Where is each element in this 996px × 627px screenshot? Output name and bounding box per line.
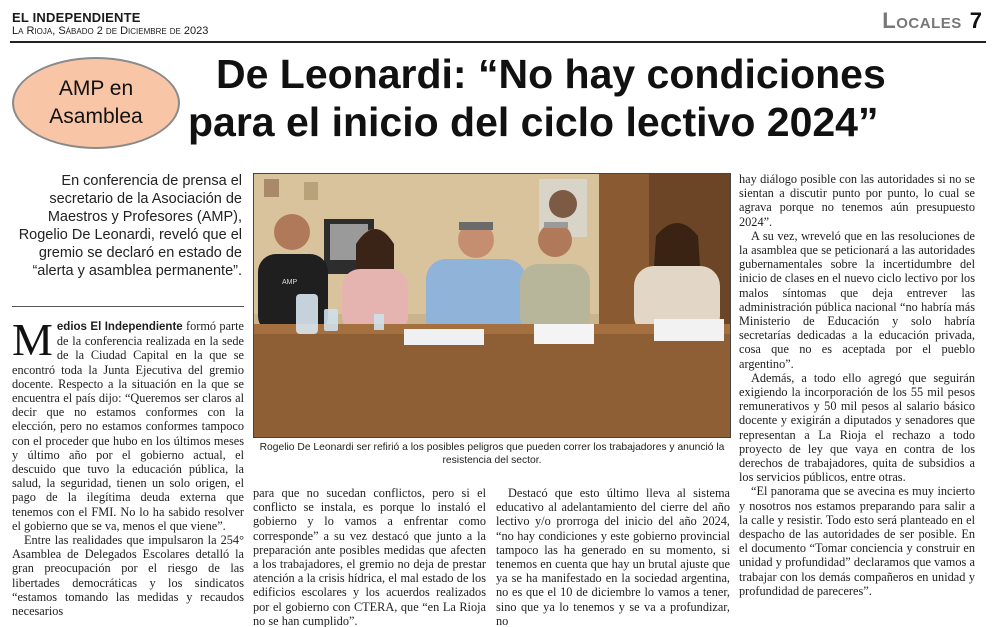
kicker-badge xyxy=(12,57,180,149)
photo-caption: Rogelio De Leonardi ser refirió a los posibles peligros que pueden correr los trabajadores y anunció la resistencia del sector. xyxy=(259,442,725,466)
dateline: La Rioja, Sábado 2 de Diciembre de 2023 xyxy=(12,25,209,37)
article-paragraph: Entre las realidades que impulsaron la 254° Asamblea de Delegados Escolares detalló la gran preocupación por el riesgo de las libertades democráticas y los sindicatos “estamos tomando las medidas y recaudos necesarios xyxy=(12,533,244,619)
publication-name: EL INDEPENDIENTE xyxy=(12,10,141,25)
headline-line-2: para el inicio del ciclo lectivo 2024” xyxy=(188,99,879,145)
article-column-3 xyxy=(496,486,730,627)
byline: edios El Independiente xyxy=(56,321,183,333)
lead-paragraph: En conferencia de prensa el secretario de la Asociación de Maestros y Profesores (AMP), Rogelio De Leonardi, reveló que el gremio se declaró en estado de “alerta y asamblea permanente”. xyxy=(18,173,242,279)
article-column-2 xyxy=(253,486,486,627)
article-paragraph: A su vez, wreveló que en las resoluciones de la asamblea que se peticionará a las autoridades gubernamentales sobre la incertidumbre del inicio de clases en el nuevo ciclo lectivo por los malos síntomas que deja entrever las administración pública nacional “no habría más Ministerio de Educación y solo habría secretarías dedicadas a la educación privada, cosa que no es aceptada por el pueblo argentino”. xyxy=(739,228,975,371)
article-paragraph: hay diálogo posible con las autoridades si no se sientan a discutir punto por punto, lo cual se agrava porque no tenemos aún presupuesto 2024”. xyxy=(739,172,975,229)
kicker-line-1: AMP en xyxy=(58,77,134,100)
lead-rule xyxy=(12,306,244,307)
drop-cap: M xyxy=(12,314,53,365)
section-name: Locales xyxy=(882,8,962,33)
article-paragraph: Destacó que esto último lleva al sistema educativo al adelantamiento del cierre del año lectivo y/o prorroga del inicio del año 2024, “no hay condiciones y este gobierno provincial tampoco las ha generado en su momento, si tenemos en cuenta que hay un brutal ajuste que ya se ha manifestado en la sociedad argentina, no es que el 10 de diciembre lo vamos a tener, sino que ya lo tenemos y se va a profundizar, no xyxy=(496,486,730,627)
headline xyxy=(188,50,988,146)
article-paragraph: Además, a todo ello agregó que seguirán exigiendo la incorporación de los 55 mil pesos remunerativos y 50 mil pesos al salario básico docente y exigirán a diputados y senadores que representan a La Rioja el rechazo a todo proyecto de ley que vaya en contra de los derechos de trabajadores, quita de subsidios a los servicios públicos, entre otras. xyxy=(739,370,975,485)
section-header xyxy=(882,8,982,34)
shirt-label: AMP xyxy=(282,279,298,286)
header-rule xyxy=(10,41,986,43)
page-number: 7 xyxy=(969,8,982,33)
headline-line-1: De Leonardi: “No hay condiciones xyxy=(216,51,886,97)
kicker-line-2: Asamblea xyxy=(49,105,143,128)
article-paragraph: para que no sucedan conflictos, pero si el conflicto se instala, es porque lo instaló el gobierno y lo vamos a enfrentar como corresponde” a su vez destacó que junto a la preparación ante posibles medidas que afecten a los trabajadores, el gremio no deja de prestar atención a la crisis hídrica, el mal estado de los edificios escolares y los acuerdos realizados por el gobierno con CTERA, que “en La Rioja no se han cumplido”. xyxy=(253,486,486,627)
article-paragraph xyxy=(12,314,244,533)
article-column-1 xyxy=(12,314,244,619)
article-paragraph: “El panorama que se avecina es muy incierto y nosotros nos estamos preparando para salir a la calle y resistir. Todo esto será planteado en el despacho de las autoridades de ser posible. En el documento “Tomar conciencia y construir en unidad y profundidad” declaramos que vamos a trabajar con los demás compañeros en unidad y profundidad de pareceres”. xyxy=(739,484,975,598)
paragraph-text: formó parte de la conferencia realizada en la sede de la Ciudad Capital en la que se encontró toda la Junta Ejecutiva del gremio docente. Respecto a la situación en la que se encuentra el país dijo: “Queremos ser claros al decir que no estamos conformes con la elección, pero no estamos conformes tampoco con el proceder que hubo en los últimos meses y último año por el gobierno actual, el descuido que tuvo la educación pública, la salud, la seguridad, tienen un solo origen, el pago de la ilegítima deuda externa que tenemos con el FMI. No lo ha sabido resolver el gobierno que se va, menos el que viene”. xyxy=(12,319,244,533)
article-column-4 xyxy=(739,172,975,598)
article-photo xyxy=(253,173,731,438)
press-conference-photo xyxy=(254,174,731,438)
